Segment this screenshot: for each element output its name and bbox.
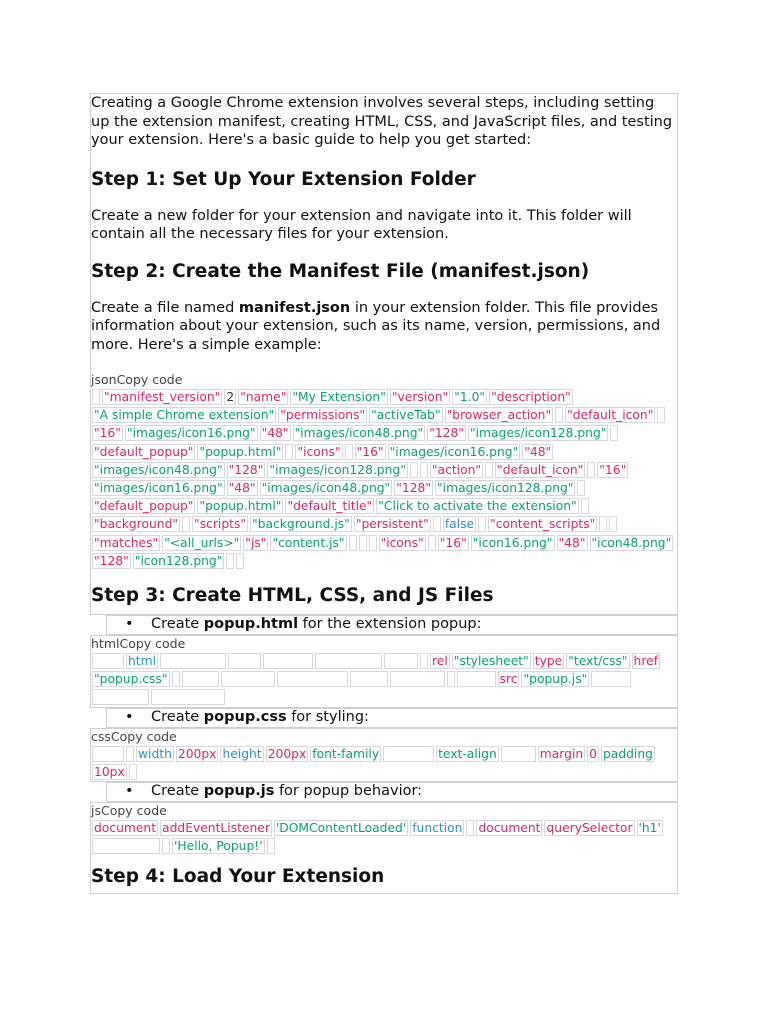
code-token-blank [591, 671, 631, 687]
html-code-box [90, 635, 678, 708]
code-token-blank [263, 653, 313, 669]
code-token-empty [349, 535, 357, 551]
code-lang-label: json [91, 372, 117, 387]
js-code-box [90, 802, 678, 894]
code-token: "128" [396, 481, 432, 496]
code-token: "48" [558, 535, 586, 550]
code-token: "version" [391, 390, 449, 404]
code-token-empty [129, 764, 137, 780]
code-token: "images/icon128.png" [269, 462, 406, 477]
code-token: "activeTab" [371, 408, 441, 423]
code-token: "icon128.png" [134, 553, 223, 568]
step2-text-pre: Create a file named [91, 299, 239, 316]
code-token: "images/icon48.png" [261, 481, 391, 496]
code-token-empty [359, 535, 367, 551]
code-token: "default_icon" [497, 462, 584, 477]
code-token-blank [92, 689, 149, 705]
code-token: "content_scripts" [490, 517, 596, 532]
code-token: "stylesheet" [453, 654, 529, 669]
code-lang-label: html [91, 636, 120, 652]
code-token: "manifest_version" [104, 390, 221, 404]
bullet-popup-css [106, 708, 678, 728]
code-token: "default_popup" [94, 499, 194, 514]
code-token: false [444, 517, 475, 532]
code-token-empty [478, 516, 486, 532]
css-code-box [90, 728, 678, 782]
code-token: "popup.js" [523, 672, 588, 687]
code-token: "icon48.png" [591, 535, 672, 550]
bullet-popup-js [106, 782, 678, 802]
code-token: 'DOMContentLoaded' [275, 821, 407, 836]
step4-heading: Step 4: Load Your Extension [91, 866, 385, 888]
code-token: src [499, 672, 518, 687]
code-token-empty [126, 746, 134, 762]
code-token: "images/icon16.png" [94, 481, 223, 496]
popup-css-filename: popup.css [203, 708, 287, 725]
code-token-blank [315, 653, 382, 669]
code-token: "content.js" [272, 535, 345, 550]
popup-js-filename: popup.js [203, 783, 275, 800]
code-token-empty [581, 498, 589, 514]
code-token: "icons" [297, 444, 341, 459]
code-token: "A simple Chrome extension" [94, 408, 275, 423]
code-token-empty [466, 820, 474, 836]
js-code-header [91, 803, 677, 819]
code-token: "1.0" [454, 390, 486, 404]
code-token: "images/icon48.png" [294, 426, 424, 441]
code-token: document [94, 821, 157, 836]
code-token-blank [221, 671, 275, 687]
code-token: "images/icon16.png" [389, 444, 519, 459]
code-token: "128" [429, 426, 464, 441]
step2-paragraph [91, 299, 677, 355]
code-token: "popup.html" [199, 444, 282, 459]
code-token-empty [345, 444, 353, 460]
manifest-code-block [91, 388, 677, 570]
code-token-empty [92, 389, 100, 405]
code-token: font-family [312, 746, 380, 761]
code-token: 200px [267, 746, 307, 761]
code-token: "matches" [94, 535, 159, 550]
code-token: "images/icon16.png" [126, 426, 256, 441]
code-token-empty [162, 838, 170, 854]
code-token-empty [420, 653, 428, 669]
step2-heading: Step 2: Create the Manifest File (manifest.json) [91, 260, 590, 282]
code-token: "16" [94, 426, 121, 441]
code-token: 0 [589, 746, 597, 761]
code-token-empty [172, 671, 180, 687]
code-token-blank [390, 671, 445, 687]
code-token: "My Extension" [292, 390, 386, 404]
code-token-blank [383, 746, 434, 762]
copy-code-button[interactable]: Copy code [119, 636, 186, 652]
code-token-blank [92, 653, 124, 669]
js-code-block [91, 819, 677, 855]
code-token: "name" [240, 390, 287, 404]
code-lang-label: js [91, 803, 101, 819]
code-token: "persistent" [355, 517, 429, 532]
bullet-dot: • [125, 616, 134, 633]
code-token-empty [433, 516, 441, 532]
code-token: "default_popup" [94, 444, 194, 459]
css-code-header [91, 729, 677, 745]
code-token: 'Hello, Popup!' [174, 839, 263, 854]
code-token: "icons" [380, 535, 424, 550]
step1-paragraph: Create a new folder for your extension and navigate into it. This folder will contain all the necessary files for your extension. [91, 207, 632, 242]
code-token-empty [285, 444, 293, 460]
code-token: "128" [228, 462, 264, 477]
code-token-empty [555, 407, 563, 423]
code-token: "48" [261, 426, 289, 441]
code-token: "images/icon128.png" [437, 481, 574, 496]
code-token: "scripts" [194, 517, 247, 532]
bullet-text-post: for styling: [286, 708, 369, 725]
popup-html-filename: popup.html [203, 616, 299, 633]
code-token: "16" [599, 462, 627, 477]
code-token: "default_icon" [567, 408, 654, 423]
html-code-header [91, 636, 677, 652]
bullet-dot: • [125, 783, 134, 800]
code-token-empty [182, 516, 190, 532]
code-token-empty [428, 535, 436, 551]
intro-paragraph: Creating a Google Chrome extension involves several steps, including setting up the extension manifest, creating HTML, CSS, and JavaScript files, and testing your extension. Here's a basic guide to help you get started: [91, 95, 673, 148]
manifest-code-header [91, 372, 677, 388]
code-token-empty [410, 462, 418, 478]
code-token-empty [236, 553, 244, 569]
copy-code-button[interactable]: Copy code [101, 803, 167, 819]
copy-code-button[interactable]: Copy code [116, 372, 183, 387]
step3-heading: Step 3: Create HTML, CSS, and JS Files [91, 585, 494, 607]
bullet-popup-html [106, 615, 678, 635]
bullet-text-pre: Create [151, 616, 204, 633]
bullet-text-post: for popup behavior: [274, 783, 423, 800]
code-token: 2 [226, 390, 235, 404]
code-token-blank [501, 746, 536, 762]
code-token: "background.js" [252, 517, 350, 532]
code-token-blank [277, 671, 348, 687]
step1-heading: Step 1: Set Up Your Extension Folder [91, 168, 476, 190]
code-token-empty [369, 535, 377, 551]
code-token: addEventListener [162, 821, 270, 836]
code-token-empty [577, 480, 585, 496]
code-token-blank [350, 671, 388, 687]
code-token: "16" [356, 444, 384, 459]
code-token: "action" [431, 462, 482, 477]
code-token-empty [657, 407, 665, 423]
code-token: querySelector [546, 821, 633, 836]
code-token: height [222, 746, 262, 761]
html-code-block [91, 652, 677, 707]
code-token: "16" [439, 535, 467, 550]
code-token-blank [384, 653, 418, 669]
code-token-empty [485, 462, 493, 478]
code-token-empty [587, 462, 595, 478]
code-token-empty [610, 425, 618, 441]
code-token-blank [457, 671, 496, 687]
code-token-empty [267, 838, 275, 854]
code-token: width [138, 746, 172, 761]
code-token: "background" [94, 517, 179, 532]
bullet-text-pre: Create [151, 708, 204, 725]
manifest-filename: manifest.json [238, 299, 351, 316]
code-token: text-align [438, 746, 497, 761]
code-token: "browser_action" [446, 408, 552, 423]
code-token: "48" [524, 444, 552, 459]
code-token: "Click to activate the extension" [378, 499, 577, 514]
code-token-empty [420, 462, 428, 478]
bullet-dot: • [125, 708, 134, 725]
css-code-block [91, 745, 677, 781]
code-token: rel [432, 654, 448, 669]
code-token: 'h1' [638, 821, 661, 836]
code-token-empty [226, 553, 234, 569]
code-token: document [478, 821, 541, 836]
code-token: "default_title" [287, 499, 373, 514]
code-token-blank [160, 653, 226, 669]
code-token: "description" [491, 390, 571, 404]
code-token-blank [228, 653, 261, 669]
code-token: "js" [245, 535, 267, 550]
code-token: type [534, 654, 563, 669]
code-token: padding [602, 746, 653, 761]
code-token: "text/css" [568, 654, 628, 669]
code-token-empty [609, 516, 617, 532]
code-token: html [128, 654, 157, 669]
code-token: "icon16.png" [472, 535, 553, 550]
code-token: function [412, 821, 463, 836]
code-token: "128" [94, 553, 129, 568]
document [90, 93, 678, 894]
main-content-box [90, 93, 678, 615]
code-token: "popup.html" [199, 499, 282, 514]
code-token: "48" [228, 481, 256, 496]
code-token: margin [539, 746, 584, 761]
code-token: "popup.css" [94, 672, 168, 687]
code-token: "images/icon48.png" [94, 462, 223, 477]
step2-text-post: in your extension folder. This file provides information about your extension, such as its name, version, permissions, and more. Here's a simple example: [91, 299, 661, 353]
code-token: 200px [177, 746, 217, 761]
code-token: href [633, 654, 659, 669]
code-token: "<all_urls>" [164, 535, 240, 550]
code-token: "images/icon128.png" [469, 426, 607, 441]
code-token: 10px [94, 764, 125, 779]
code-token-blank [92, 838, 160, 854]
bullet-text-pre: Create [151, 783, 204, 800]
code-token-blank [182, 671, 219, 687]
code-token-empty [599, 516, 607, 532]
code-lang-label: css [91, 728, 111, 744]
code-token-empty [447, 671, 455, 687]
code-token-blank [92, 746, 124, 762]
copy-code-button[interactable]: Copy code [110, 728, 177, 744]
bullet-text-post: for the extension popup: [298, 616, 482, 633]
code-token-blank [151, 689, 225, 705]
code-token: "permissions" [280, 408, 366, 423]
